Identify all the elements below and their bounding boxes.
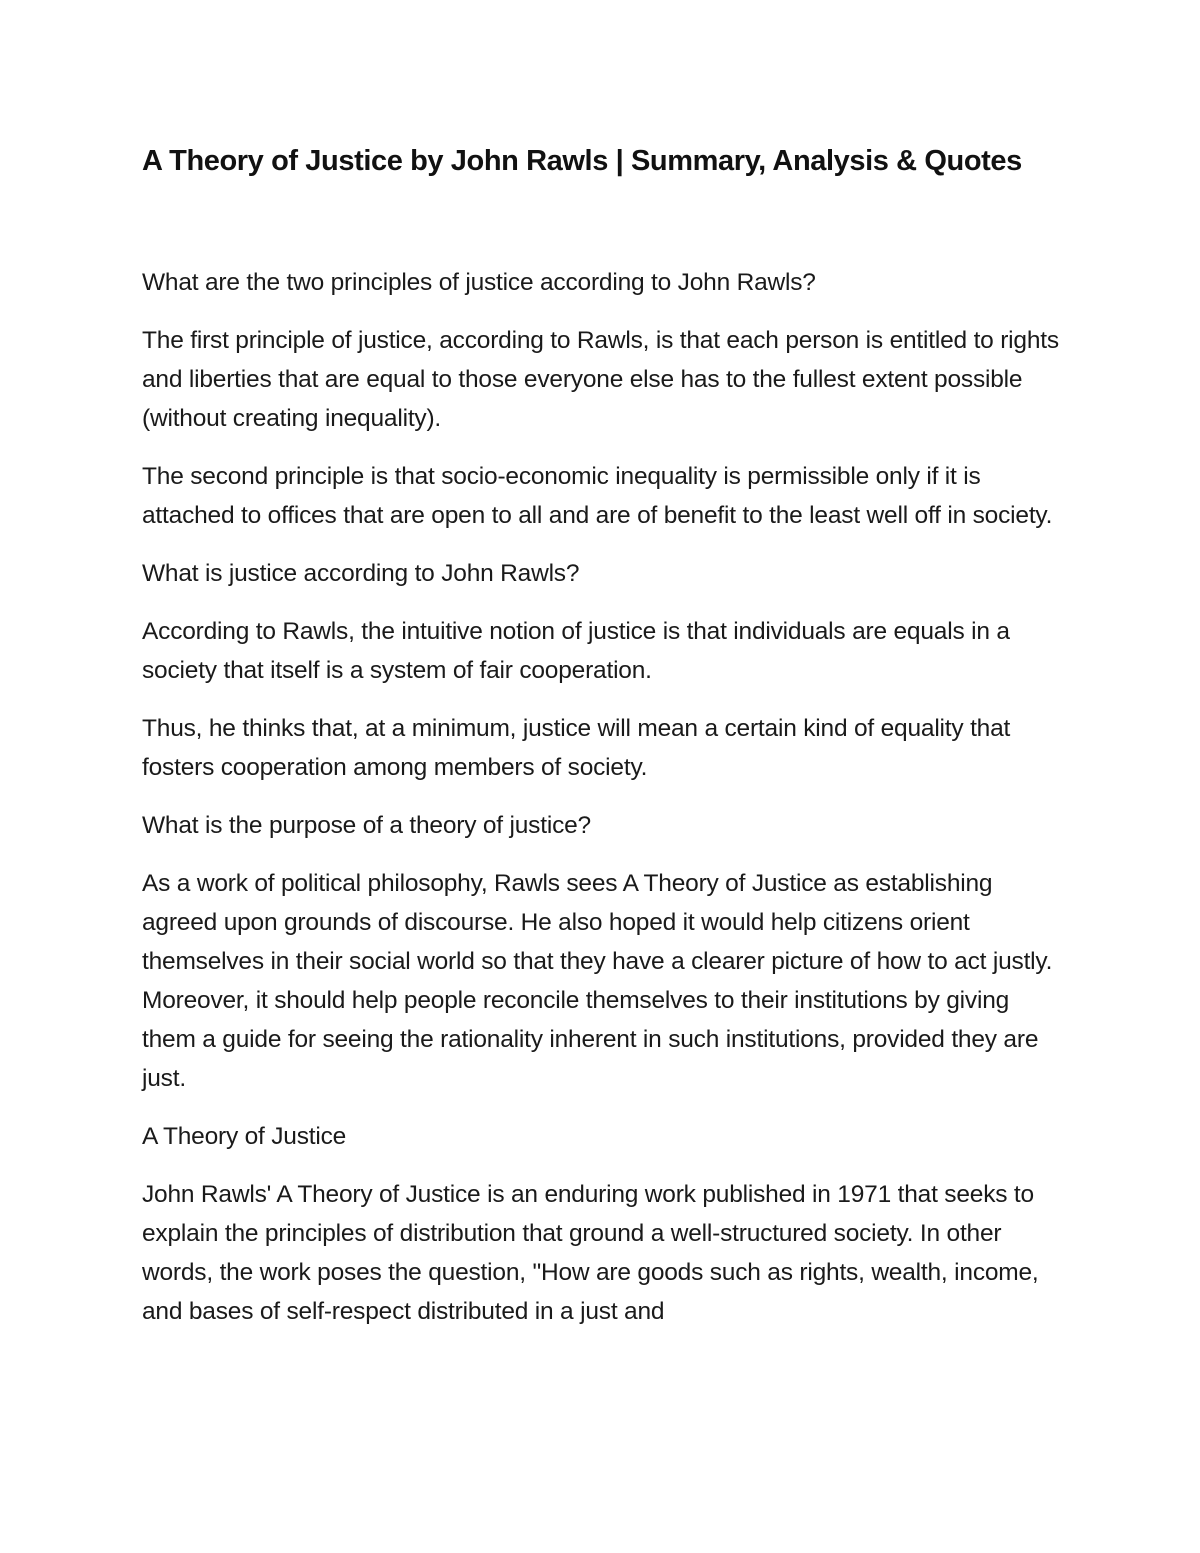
paragraph-first-principle: The first principle of justice, according to Rawls, is that each person is entitled to rights and liberties that are equal to those everyone else has to the fullest extent possible (without creating inequality). (142, 327, 1059, 432)
document-title: A Theory of Justice by John Rawls | Summary, Analysis & Quotes (142, 145, 1022, 177)
section-heading-theory-of-justice: A Theory of Justice (142, 1123, 347, 1150)
question-two-principles: What are the two principles of justice according to John Rawls? (142, 269, 816, 296)
paragraph-equality-cooperation: Thus, he thinks that, at a minimum, justice will mean a certain kind of equality that fosters cooperation among members of society. (142, 715, 1011, 781)
question-what-is-justice: What is justice according to John Rawls? (142, 560, 580, 587)
paragraph-political-philosophy: As a work of political philosophy, Rawls sees A Theory of Justice as establishing agreed upon grounds of discourse. He also hoped it would help citizens orient themselves in their social world so that they have a clearer picture of how to act justly. Moreover, it should help people reconcile themselves to their institutions by giving them a guide for seeing the rationality inherent in such institutions, provided they are just. (142, 870, 1053, 1092)
paragraph-enduring-work: John Rawls' A Theory of Justice is an enduring work published in 1971 that seeks to explain the principles of distribution that ground a well-structured society. In other words, the work poses the question, "How are goods such as rights, wealth, income, and bases of self-respect distributed in a just and (142, 1181, 1039, 1325)
document-body (142, 263, 1062, 1331)
question-purpose-of-theory: What is the purpose of a theory of justice? (142, 812, 591, 839)
document-content (142, 140, 1062, 1350)
paragraph-intuitive-notion: According to Rawls, the intuitive notion of justice is that individuals are equals in a society that itself is a system of fair cooperation. (142, 618, 1010, 684)
paragraph-second-principle: The second principle is that socio-economic inequality is permissible only if it is attached to offices that are open to all and are of benefit to the least well off in society. (142, 463, 1053, 529)
